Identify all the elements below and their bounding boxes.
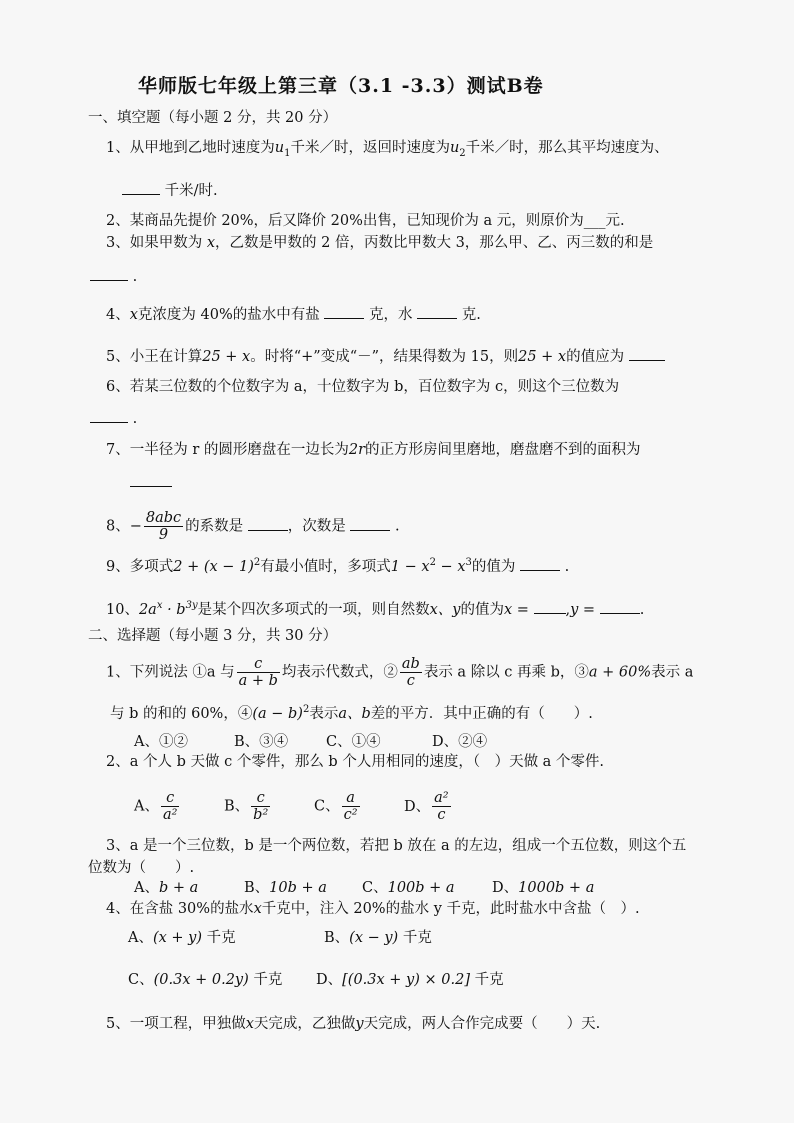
answer-blank[interactable] xyxy=(534,599,566,614)
s1-q10: 10、$2a^x \cdot b^{3y}$是某个四次多项式的一项，则自然数x、y的值为x = ,y = . xyxy=(106,600,645,618)
s2-q4-options-ab xyxy=(128,928,432,948)
option-d[interactable]: D、②④ xyxy=(432,734,488,750)
s2-q1-line1: 1、下列说法 ①a 与 $\frac{c}{a + b}$ 均表示代数式，② $\frac{ab}{c}$ 表示 a 除以 c 再乘 b，③a + 60%表示 a xyxy=(106,656,694,689)
section2-header: 二、选择题（每小题 3 分，共 30 分） xyxy=(88,628,338,644)
option-b[interactable]: B、③④ xyxy=(234,734,289,750)
option-a[interactable]: A、 $\frac{c}{\text{a²}}$ xyxy=(134,790,178,823)
page-title: 华师版七年级上第三章（3.1 -3.3）测试B卷 xyxy=(138,75,544,97)
answer-blank[interactable] xyxy=(629,346,665,361)
s1-q7-line1: 7、一半径为 r 的圆形磨盘在一边长为2r的正方形房间里磨地，磨盘磨不到的面积为 xyxy=(106,442,641,458)
option-c[interactable]: C、 $\frac{a}{\text{c²}}$ xyxy=(314,790,358,823)
fraction: $\frac{\text{8abc}}{9}$ xyxy=(145,510,182,543)
s2-q5: 5、一项工程，甲独做x天完成，乙独做y天完成，两人合作完成要（ ）天. xyxy=(106,1016,601,1032)
s1-q4: 4、x克浓度为 40%的盐水中有盐 克，水 克. xyxy=(106,304,481,325)
option-d[interactable]: D、 $\frac{\text{a²}}{c}$ xyxy=(404,790,449,823)
option-c[interactable]: C、①④ xyxy=(326,734,381,750)
option-b[interactable]: B、(x − y) 千克 xyxy=(324,930,432,946)
answer-blank[interactable] xyxy=(90,266,128,281)
option-b[interactable]: B、 $\frac{c}{\text{b²}}$ xyxy=(224,790,269,823)
s2-q3-line2: 位数为（ ）. xyxy=(88,860,195,876)
answer-blank[interactable] xyxy=(600,599,640,614)
s2-q4: 4、在含盐 30%的盐水x千克中，注入 20%的盐水 y 千克，此时盐水中含盐（ ）. xyxy=(106,901,640,917)
s1-q6-line2: . xyxy=(90,408,137,429)
option-b[interactable]: B、10b + a xyxy=(244,880,327,896)
s2-q1-options xyxy=(134,732,487,752)
s1-q9: 9、多项式$2 + (x - 1)^2$有最小值时，多项式$1 - x^2 - x^3$的值为 . xyxy=(106,557,570,575)
answer-blank[interactable] xyxy=(90,408,128,423)
s2-q3-options xyxy=(134,878,594,898)
option-d[interactable]: D、1000b + a xyxy=(492,880,595,896)
s1-q5: 5、小王在计算25 + x。时将“+”变成“－”，结果得数为 15，则25 + x的值应为 xyxy=(106,346,665,367)
answer-blank[interactable] xyxy=(248,516,288,531)
s1-q1-line2: 千米/时. xyxy=(122,180,218,201)
s1-q7-line2 xyxy=(130,472,172,493)
s2-q4-options-cd xyxy=(128,970,504,990)
s1-q2: 2、某商品先提价 20%，后又降价 20%出售，已知现价为 a 元，则原价为___元. xyxy=(106,213,625,229)
answer-blank[interactable] xyxy=(520,556,560,571)
option-d[interactable]: D、[(0.3x + y) × 0.2] 千克 xyxy=(316,972,504,988)
option-a[interactable]: A、(x + y) 千克 xyxy=(128,930,236,946)
s1-q8: 8、− $\frac{\text{8abc}}{9}$ 的系数是 ，次数是 . xyxy=(106,510,400,543)
option-a[interactable]: A、b + a xyxy=(134,880,199,896)
answer-blank[interactable] xyxy=(417,304,457,319)
s2-q3-line1: 3、a 是一个三位数，b 是一个两位数，若把 b 放在 a 的左边，组成一个五位数，则这个五 xyxy=(106,838,687,854)
answer-blank[interactable] xyxy=(130,472,172,487)
s1-q3-line2: . xyxy=(90,266,137,287)
section1-header: 一、填空题（每小题 2 分，共 20 分） xyxy=(88,110,338,126)
answer-blank[interactable] xyxy=(324,304,364,319)
option-c[interactable]: C、(0.3x + 0.2y) 千克 xyxy=(128,972,283,988)
fraction: $\frac{c}{a + b}$ xyxy=(238,656,278,689)
s2-q1-line2: 与 b 的和的 60%，④(a − b)$^2$表示a、b差的平方．其中正确的有（ ）. xyxy=(110,704,593,722)
s1-q3-line1: 3、如果甲数为 x，乙数是甲数的 2 倍，丙数比甲数大 3，那么甲、乙、丙三数的和是 xyxy=(106,235,654,251)
s2-q2-options xyxy=(134,790,453,823)
option-a[interactable]: A、①② xyxy=(134,734,188,750)
answer-blank[interactable] xyxy=(122,180,160,195)
s1-q1-line1: 1、从甲地到乙地时速度为$u_1$千米／时，返回时速度为$u_2$千米／时，那么其平均速度为、 xyxy=(106,140,669,159)
s1-q6-line1: 6、若某三位数的个位数字为 a，十位数字为 b，百位数字为 c，则这个三位数为 xyxy=(106,379,620,395)
fraction: $\frac{ab}{c}$ xyxy=(401,656,420,689)
answer-blank[interactable] xyxy=(350,516,390,531)
option-c[interactable]: C、100b + a xyxy=(362,880,455,896)
s2-q2: 2、a 个人 b 天做 c 个零件，那么 b 个人用相同的速度，（ ）天做 a 个零件. xyxy=(106,754,605,770)
